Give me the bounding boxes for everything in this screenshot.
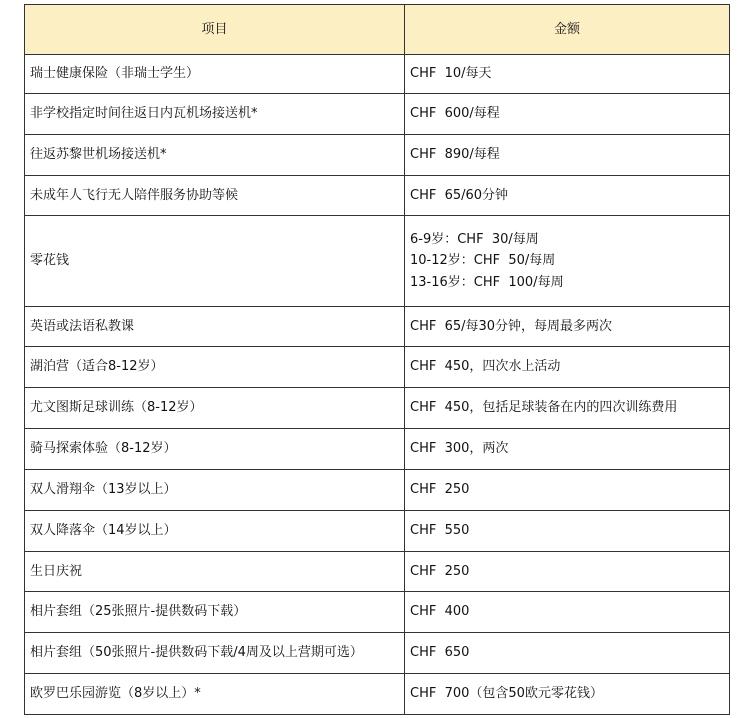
item-cell: 瑞士健康保险（非瑞士学生） xyxy=(25,55,405,94)
amount-line: 13-16岁：CHF 100/每周 xyxy=(410,274,564,290)
item-cell: 非学校指定时间往返日内瓦机场接送机* xyxy=(25,94,405,135)
table-row xyxy=(25,55,730,94)
item-cell: 湖泊营（适合8-12岁） xyxy=(25,347,405,388)
amount-cell xyxy=(405,552,730,592)
amount-cell xyxy=(405,470,730,511)
item-cell: 零花钱 xyxy=(25,216,405,307)
item-cell: 往返苏黎世机场接送机* xyxy=(25,135,405,176)
amount-cell xyxy=(405,511,730,552)
amount-cell xyxy=(405,94,730,135)
amount-cell xyxy=(405,674,730,715)
amount-cell xyxy=(405,55,730,94)
amount-line: CHF 300，两次 xyxy=(410,441,509,456)
amount-line: CHF 650 xyxy=(410,645,470,660)
amount-line: 10-12岁：CHF 50/每周 xyxy=(410,253,556,269)
header-row xyxy=(25,5,730,55)
table-row xyxy=(25,674,730,715)
amount-line: CHF 600/每程 xyxy=(410,106,500,121)
table-row xyxy=(25,552,730,592)
table-row xyxy=(25,216,730,307)
table-row xyxy=(25,307,730,347)
amount-cell xyxy=(405,429,730,470)
item-cell: 英语或法语私教课 xyxy=(25,307,405,347)
amount-line: CHF 550 xyxy=(410,523,470,538)
table-row xyxy=(25,511,730,552)
amount-cell xyxy=(405,216,730,307)
header-item: 项目 xyxy=(25,5,405,55)
item-cell: 相片套组（25张照片-提供数码下载） xyxy=(25,592,405,633)
amount-line: 6-9岁：CHF 30/每周 xyxy=(410,231,539,247)
amount-cell xyxy=(405,347,730,388)
amount-line: CHF 700（包含50欧元零花钱） xyxy=(410,686,603,701)
amount-cell xyxy=(405,592,730,633)
amount-line: CHF 10/每天 xyxy=(410,66,492,81)
table-row xyxy=(25,633,730,674)
item-cell: 双人滑翔伞（13岁以上） xyxy=(25,470,405,511)
header-amount: 金额 xyxy=(405,5,730,55)
item-cell: 尤文图斯足球训练（8-12岁） xyxy=(25,388,405,429)
fees-table xyxy=(24,4,730,715)
amount-cell xyxy=(405,307,730,347)
table-row xyxy=(25,176,730,216)
table-row xyxy=(25,429,730,470)
item-cell: 欧罗巴乐园游览（8岁以上）* xyxy=(25,674,405,715)
amount-line: CHF 400 xyxy=(410,604,470,619)
amount-line: CHF 450，四次水上活动 xyxy=(410,359,561,374)
table-row xyxy=(25,94,730,135)
amount-cell xyxy=(405,633,730,674)
amount-line: CHF 250 xyxy=(410,563,470,579)
table-row xyxy=(25,135,730,176)
item-cell: 未成年人飞行无人陪伴服务协助等候 xyxy=(25,176,405,216)
amount-line: CHF 450，包括足球装备在内的四次训练费用 xyxy=(410,400,678,415)
table-row xyxy=(25,592,730,633)
amount-line: CHF 250 xyxy=(410,482,470,497)
table-row xyxy=(25,347,730,388)
table-row xyxy=(25,470,730,511)
item-cell: 相片套组（50张照片-提供数码下载/4周及以上营期可选） xyxy=(25,633,405,674)
item-cell: 双人降落伞（14岁以上） xyxy=(25,511,405,552)
item-cell: 骑马探索体验（8-12岁） xyxy=(25,429,405,470)
amount-cell xyxy=(405,388,730,429)
amount-cell xyxy=(405,176,730,216)
table-row xyxy=(25,388,730,429)
item-cell: 生日庆祝 xyxy=(25,552,405,592)
amount-line: CHF 65/每30分钟，每周最多两次 xyxy=(410,318,613,334)
amount-cell xyxy=(405,135,730,176)
amount-line: CHF 65/60分钟 xyxy=(410,187,509,203)
table-body xyxy=(25,55,730,715)
amount-line: CHF 890/每程 xyxy=(410,147,500,162)
